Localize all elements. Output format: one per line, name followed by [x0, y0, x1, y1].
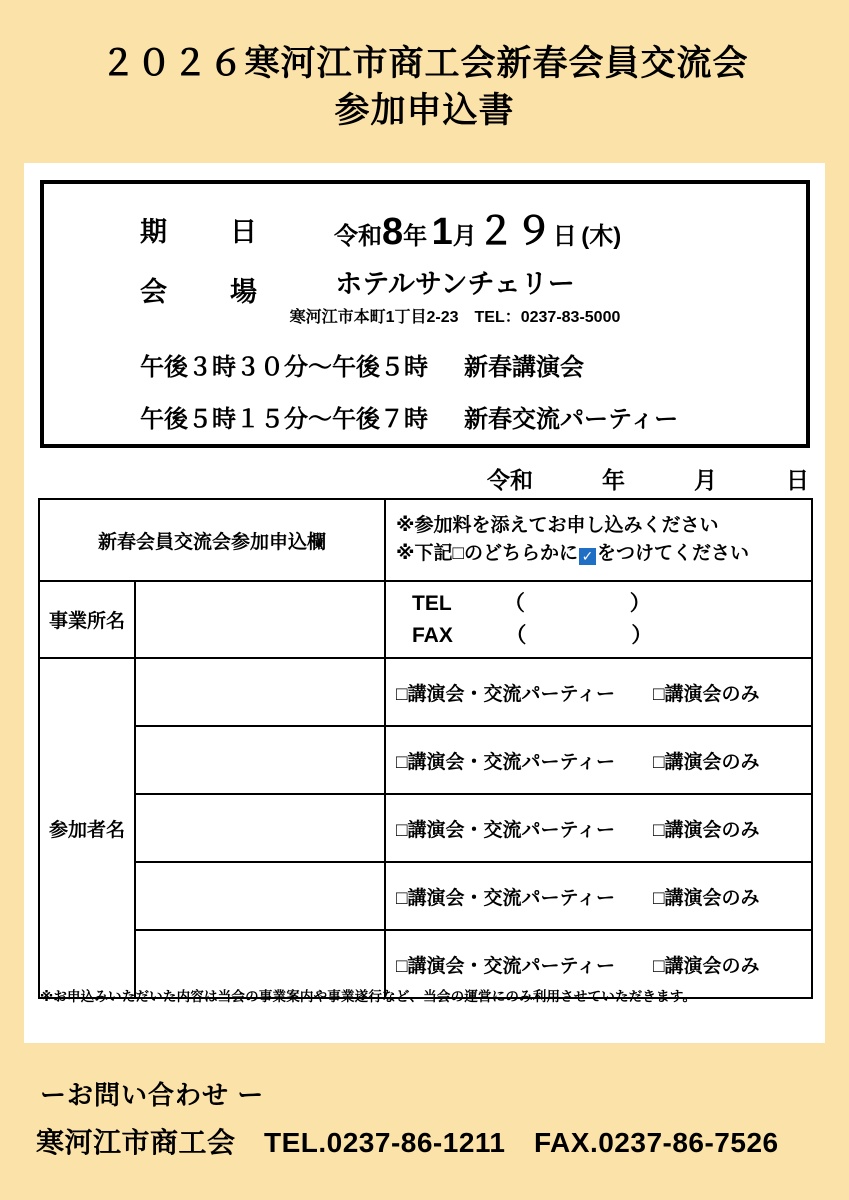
fax-label: FAX: [412, 623, 453, 647]
tel-input[interactable]: （ ）: [514, 592, 651, 615]
event-date-row: [44, 200, 806, 253]
application-date-line: 令和 年 月 日: [487, 467, 809, 493]
participant-options-3: [385, 794, 812, 862]
option-both-3[interactable]: □講演会・交流パーティー: [396, 819, 615, 841]
inquiry-label: ーお問い合わせ ー: [40, 1080, 265, 1110]
date-era: 令和: [334, 223, 382, 250]
date-day-unit: 日: [552, 223, 577, 250]
form-section-title: 新春会員交流会参加申込欄: [39, 499, 385, 581]
right-side-band: [825, 163, 849, 1043]
participant-options-1: [385, 658, 812, 726]
form-instruction-line2-a: ※下記□のどちらかに: [396, 543, 578, 564]
schedule-time-1: 午後３時３０分～午後５時: [140, 354, 428, 381]
tel-line: [386, 588, 811, 620]
footer-band: [0, 1043, 849, 1200]
schedule-name-1: 新春講演会: [464, 354, 584, 381]
option-lecture-4[interactable]: □講演会のみ: [653, 887, 760, 909]
event-info-box: [40, 180, 810, 448]
date-month-unit: 月: [452, 223, 477, 250]
form-instruction-line2-b: をつけてください: [596, 543, 749, 564]
table-row-participant-4: [39, 862, 812, 930]
table-row-office: [39, 581, 812, 658]
date-month: 1: [431, 211, 453, 253]
fax-line: [386, 620, 811, 652]
contact-cell: [385, 581, 812, 658]
option-lecture-5[interactable]: □講演会のみ: [653, 955, 760, 977]
contact-info: 寒河江市商工会 TEL.0237-86-1211 FAX.0237-86-7526: [36, 1127, 779, 1158]
form-instruction-line1: ※参加料を添えてお申し込みください: [396, 515, 719, 537]
date-day: ２９: [476, 211, 553, 253]
form-instruction-line2: [396, 540, 803, 568]
checkmark-icon: ✓: [579, 548, 596, 565]
option-both-4[interactable]: □講演会・交流パーティー: [396, 887, 615, 909]
page-title-line1: ２０２６寒河江市商工会新春会員交流会: [100, 44, 749, 83]
table-row-participant-1: [39, 658, 812, 726]
date-year-unit: 年: [403, 223, 428, 250]
participant-name-input[interactable]: [135, 726, 385, 794]
page-title-line2: 参加申込書: [334, 91, 515, 131]
page-title: [0, 40, 849, 135]
schedule-name-2: 新春交流パーティー: [464, 406, 679, 433]
table-row-header: [39, 499, 812, 581]
participant-name-input[interactable]: [135, 658, 385, 726]
participant-options-2: [385, 726, 812, 794]
option-both-1[interactable]: □講演会・交流パーティー: [396, 683, 615, 705]
event-venue-name: ホテルサンチェリー: [335, 269, 575, 299]
option-both-2[interactable]: □講演会・交流パーティー: [396, 751, 615, 773]
fax-input[interactable]: （ ）: [515, 623, 653, 647]
option-both-5[interactable]: □講演会・交流パーティー: [396, 955, 615, 977]
participant-options-4: [385, 862, 812, 930]
date-year: 8: [382, 211, 404, 253]
option-lecture-2[interactable]: □講演会のみ: [653, 751, 760, 773]
option-lecture-1[interactable]: □講演会のみ: [653, 683, 760, 705]
table-row-participant-3: [39, 794, 812, 862]
office-name-input[interactable]: [135, 581, 385, 658]
application-form-table: [38, 498, 813, 999]
event-date-label: 期 日: [140, 217, 275, 247]
table-row-participant-2: [39, 726, 812, 794]
participant-name-input[interactable]: [135, 794, 385, 862]
participant-name-label: 参加者名: [39, 658, 135, 998]
option-lecture-3[interactable]: □講演会のみ: [653, 819, 760, 841]
form-instructions: [385, 499, 812, 581]
office-name-label: 事業所名: [39, 581, 135, 658]
left-side-band: [0, 163, 24, 1043]
event-venue-label: 会 場: [140, 277, 275, 307]
participant-name-input[interactable]: [135, 862, 385, 930]
tel-label: TEL: [412, 592, 452, 615]
date-weekday: (木): [581, 223, 622, 250]
event-venue-address: 寒河江市本町1丁目2-23 TEL：0237-83-5000: [289, 309, 621, 326]
schedule-time-2: 午後５時１５分～午後７時: [140, 406, 428, 433]
privacy-note: ※お申込みいただいた内容は当会の事業案内や事業遂行など、当会の運営にのみ利用させていただきます。: [40, 989, 697, 1004]
event-date-value: [334, 200, 621, 255]
